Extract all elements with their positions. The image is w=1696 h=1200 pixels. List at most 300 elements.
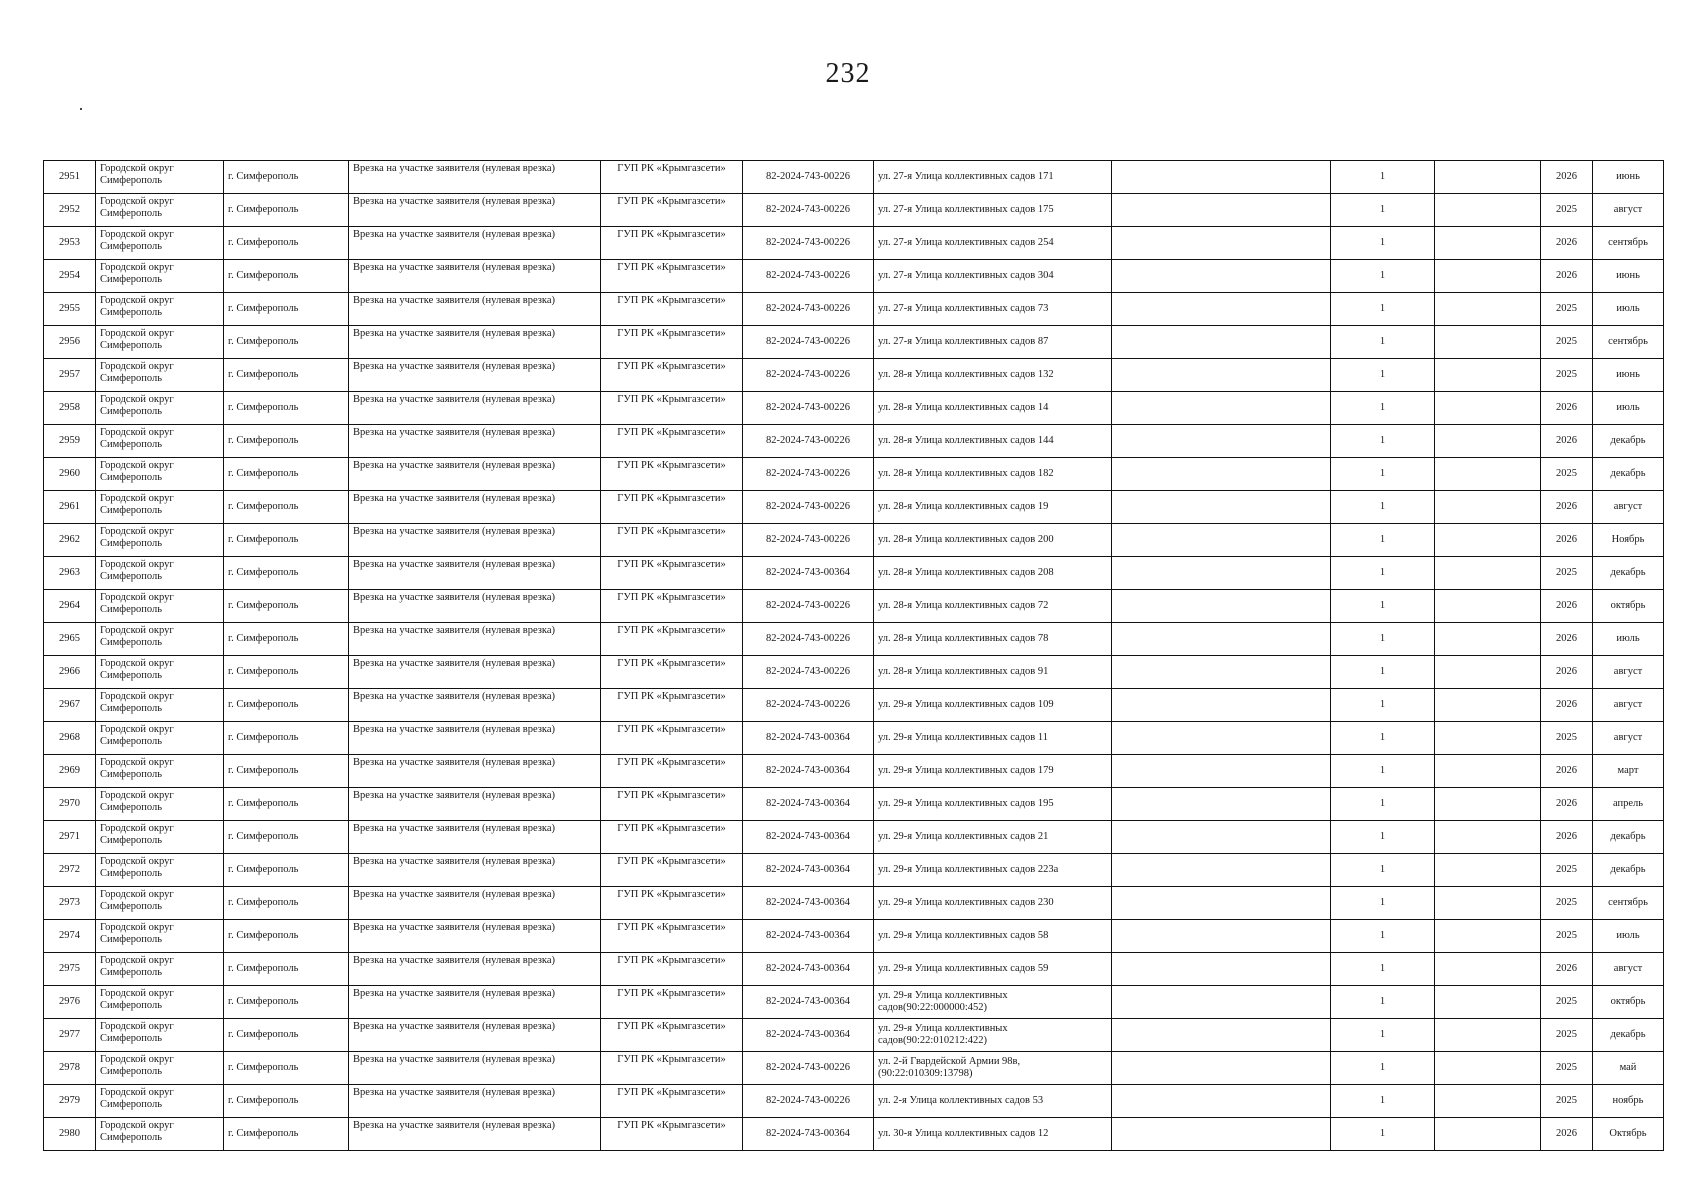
district-cell: Городской округ Симферополь <box>96 425 224 458</box>
city-cell: г. Симферополь <box>224 491 349 524</box>
empty-cell <box>1435 194 1541 227</box>
year-cell: 2026 <box>1541 623 1593 656</box>
year-cell: 2025 <box>1541 986 1593 1019</box>
empty-cell <box>1112 293 1331 326</box>
program-code-cell: 82-2024-743-00226 <box>743 161 874 194</box>
year-cell: 2026 <box>1541 953 1593 986</box>
table-row <box>44 887 1664 920</box>
month-cell: май <box>1593 1052 1664 1085</box>
address-cell: ул. 27-я Улица коллективных садов 87 <box>874 326 1112 359</box>
row-number-cell: 2980 <box>44 1118 96 1151</box>
district-cell: Городской округ Симферополь <box>96 590 224 623</box>
empty-cell <box>1435 986 1541 1019</box>
empty-cell <box>1112 458 1331 491</box>
month-cell: сентябрь <box>1593 227 1664 260</box>
organization-cell: ГУП РК «Крымгазсети» <box>601 1052 743 1085</box>
empty-cell <box>1435 392 1541 425</box>
work-type-cell: Врезка на участке заявителя (нулевая врезка) <box>349 623 601 656</box>
city-cell: г. Симферополь <box>224 821 349 854</box>
city-cell: г. Симферополь <box>224 986 349 1019</box>
organization-cell: ГУП РК «Крымгазсети» <box>601 1118 743 1151</box>
city-cell: г. Симферополь <box>224 194 349 227</box>
quantity-cell: 1 <box>1331 854 1435 887</box>
empty-cell <box>1435 491 1541 524</box>
empty-cell <box>1435 887 1541 920</box>
work-type-cell: Врезка на участке заявителя (нулевая врезка) <box>349 722 601 755</box>
table-row <box>44 986 1664 1019</box>
address-cell: ул. 29-я Улица коллективных садов 109 <box>874 689 1112 722</box>
city-cell: г. Симферополь <box>224 953 349 986</box>
program-code-cell: 82-2024-743-00226 <box>743 1052 874 1085</box>
month-cell: декабрь <box>1593 854 1664 887</box>
quantity-cell: 1 <box>1331 359 1435 392</box>
row-number-cell: 2958 <box>44 392 96 425</box>
empty-cell <box>1112 359 1331 392</box>
district-cell: Городской округ Симферополь <box>96 491 224 524</box>
program-code-cell: 82-2024-743-00226 <box>743 491 874 524</box>
row-number-cell: 2976 <box>44 986 96 1019</box>
city-cell: г. Симферополь <box>224 1118 349 1151</box>
empty-cell <box>1435 1019 1541 1052</box>
empty-cell <box>1112 161 1331 194</box>
year-cell: 2025 <box>1541 359 1593 392</box>
month-cell: август <box>1593 491 1664 524</box>
table-row <box>44 392 1664 425</box>
organization-cell: ГУП РК «Крымгазсети» <box>601 491 743 524</box>
work-type-cell: Врезка на участке заявителя (нулевая врезка) <box>349 986 601 1019</box>
district-cell: Городской округ Симферополь <box>96 557 224 590</box>
address-cell: ул. 2-я Улица коллективных садов 53 <box>874 1085 1112 1118</box>
empty-cell <box>1112 788 1331 821</box>
empty-cell <box>1112 755 1331 788</box>
district-cell: Городской округ Симферополь <box>96 359 224 392</box>
program-code-cell: 82-2024-743-00364 <box>743 920 874 953</box>
month-cell: декабрь <box>1593 1019 1664 1052</box>
quantity-cell: 1 <box>1331 293 1435 326</box>
quantity-cell: 1 <box>1331 953 1435 986</box>
table-row <box>44 788 1664 821</box>
district-cell: Городской округ Симферополь <box>96 1118 224 1151</box>
row-number-cell: 2953 <box>44 227 96 260</box>
program-code-cell: 82-2024-743-00364 <box>743 821 874 854</box>
program-code-cell: 82-2024-743-00364 <box>743 1118 874 1151</box>
year-cell: 2026 <box>1541 227 1593 260</box>
work-type-cell: Врезка на участке заявителя (нулевая врезка) <box>349 788 601 821</box>
work-type-cell: Врезка на участке заявителя (нулевая врезка) <box>349 293 601 326</box>
organization-cell: ГУП РК «Крымгазсети» <box>601 821 743 854</box>
row-number-cell: 2963 <box>44 557 96 590</box>
city-cell: г. Симферополь <box>224 392 349 425</box>
quantity-cell: 1 <box>1331 161 1435 194</box>
month-cell: октябрь <box>1593 986 1664 1019</box>
address-cell: ул. 29-я Улица коллективных садов 59 <box>874 953 1112 986</box>
empty-cell <box>1112 227 1331 260</box>
city-cell: г. Симферополь <box>224 1085 349 1118</box>
address-cell: ул. 28-я Улица коллективных садов 91 <box>874 656 1112 689</box>
organization-cell: ГУП РК «Крымгазсети» <box>601 953 743 986</box>
row-number-cell: 2970 <box>44 788 96 821</box>
organization-cell: ГУП РК «Крымгазсети» <box>601 326 743 359</box>
organization-cell: ГУП РК «Крымгазсети» <box>601 656 743 689</box>
address-cell: ул. 28-я Улица коллективных садов 144 <box>874 425 1112 458</box>
month-cell: ноябрь <box>1593 1085 1664 1118</box>
quantity-cell: 1 <box>1331 524 1435 557</box>
empty-cell <box>1435 920 1541 953</box>
year-cell: 2026 <box>1541 656 1593 689</box>
quantity-cell: 1 <box>1331 491 1435 524</box>
district-cell: Городской округ Симферополь <box>96 689 224 722</box>
empty-cell <box>1435 656 1541 689</box>
address-cell: ул. 29-я Улица коллективных садов(90:22:010212:422) <box>874 1019 1112 1052</box>
year-cell: 2026 <box>1541 260 1593 293</box>
table-row <box>44 953 1664 986</box>
table-row <box>44 359 1664 392</box>
empty-cell <box>1435 953 1541 986</box>
table-row <box>44 755 1664 788</box>
month-cell: декабрь <box>1593 458 1664 491</box>
work-type-cell: Врезка на участке заявителя (нулевая врезка) <box>349 1085 601 1118</box>
organization-cell: ГУП РК «Крымгазсети» <box>601 854 743 887</box>
city-cell: г. Симферополь <box>224 854 349 887</box>
quantity-cell: 1 <box>1331 1118 1435 1151</box>
city-cell: г. Симферополь <box>224 689 349 722</box>
city-cell: г. Симферополь <box>224 755 349 788</box>
empty-cell <box>1435 524 1541 557</box>
address-cell: ул. 2-й Гвардейской Армии 98в, (90:22:010309:13798) <box>874 1052 1112 1085</box>
table-row <box>44 326 1664 359</box>
empty-cell <box>1435 590 1541 623</box>
month-cell: сентябрь <box>1593 326 1664 359</box>
empty-cell <box>1112 260 1331 293</box>
address-cell: ул. 28-я Улица коллективных садов 78 <box>874 623 1112 656</box>
quantity-cell: 1 <box>1331 722 1435 755</box>
table-row <box>44 1085 1664 1118</box>
row-number-cell: 2966 <box>44 656 96 689</box>
district-cell: Городской округ Симферополь <box>96 656 224 689</box>
empty-cell <box>1112 953 1331 986</box>
table-row <box>44 854 1664 887</box>
organization-cell: ГУП РК «Крымгазсети» <box>601 425 743 458</box>
month-cell: август <box>1593 194 1664 227</box>
table-row <box>44 920 1664 953</box>
program-code-cell: 82-2024-743-00226 <box>743 623 874 656</box>
quantity-cell: 1 <box>1331 590 1435 623</box>
month-cell: декабрь <box>1593 557 1664 590</box>
empty-cell <box>1112 326 1331 359</box>
city-cell: г. Симферополь <box>224 788 349 821</box>
city-cell: г. Симферополь <box>224 425 349 458</box>
city-cell: г. Симферополь <box>224 227 349 260</box>
table-body <box>44 161 1664 1151</box>
table-row <box>44 194 1664 227</box>
program-code-cell: 82-2024-743-00226 <box>743 524 874 557</box>
work-type-cell: Врезка на участке заявителя (нулевая врезка) <box>349 920 601 953</box>
empty-cell <box>1112 1019 1331 1052</box>
empty-cell <box>1435 458 1541 491</box>
month-cell: Октябрь <box>1593 1118 1664 1151</box>
year-cell: 2025 <box>1541 722 1593 755</box>
organization-cell: ГУП РК «Крымгазсети» <box>601 293 743 326</box>
organization-cell: ГУП РК «Крымгазсети» <box>601 1085 743 1118</box>
work-type-cell: Врезка на участке заявителя (нулевая врезка) <box>349 1118 601 1151</box>
year-cell: 2025 <box>1541 326 1593 359</box>
month-cell: август <box>1593 689 1664 722</box>
quantity-cell: 1 <box>1331 821 1435 854</box>
row-number-cell: 2977 <box>44 1019 96 1052</box>
table-row <box>44 689 1664 722</box>
address-cell: ул. 30-я Улица коллективных садов 12 <box>874 1118 1112 1151</box>
row-number-cell: 2964 <box>44 590 96 623</box>
address-cell: ул. 29-я Улица коллективных садов 58 <box>874 920 1112 953</box>
work-type-cell: Врезка на участке заявителя (нулевая врезка) <box>349 689 601 722</box>
work-type-cell: Врезка на участке заявителя (нулевая врезка) <box>349 590 601 623</box>
row-number-cell: 2973 <box>44 887 96 920</box>
organization-cell: ГУП РК «Крымгазсети» <box>601 689 743 722</box>
month-cell: декабрь <box>1593 821 1664 854</box>
program-code-cell: 82-2024-743-00364 <box>743 557 874 590</box>
address-cell: ул. 28-я Улица коллективных садов 200 <box>874 524 1112 557</box>
year-cell: 2026 <box>1541 689 1593 722</box>
organization-cell: ГУП РК «Крымгазсети» <box>601 590 743 623</box>
work-type-cell: Врезка на участке заявителя (нулевая врезка) <box>349 953 601 986</box>
quantity-cell: 1 <box>1331 227 1435 260</box>
empty-cell <box>1435 689 1541 722</box>
empty-cell <box>1112 656 1331 689</box>
district-cell: Городской округ Симферополь <box>96 1052 224 1085</box>
year-cell: 2026 <box>1541 161 1593 194</box>
organization-cell: ГУП РК «Крымгазсети» <box>601 524 743 557</box>
empty-cell <box>1435 326 1541 359</box>
month-cell: август <box>1593 656 1664 689</box>
row-number-cell: 2951 <box>44 161 96 194</box>
program-code-cell: 82-2024-743-00226 <box>743 1085 874 1118</box>
month-cell: июнь <box>1593 260 1664 293</box>
table-row <box>44 590 1664 623</box>
organization-cell: ГУП РК «Крымгазсети» <box>601 227 743 260</box>
month-cell: июнь <box>1593 359 1664 392</box>
row-number-cell: 2955 <box>44 293 96 326</box>
program-code-cell: 82-2024-743-00226 <box>743 293 874 326</box>
empty-cell <box>1435 821 1541 854</box>
quantity-cell: 1 <box>1331 458 1435 491</box>
organization-cell: ГУП РК «Крымгазсети» <box>601 557 743 590</box>
year-cell: 2025 <box>1541 194 1593 227</box>
row-number-cell: 2954 <box>44 260 96 293</box>
month-cell: июль <box>1593 293 1664 326</box>
month-cell: июль <box>1593 920 1664 953</box>
empty-cell <box>1112 425 1331 458</box>
program-code-cell: 82-2024-743-00226 <box>743 260 874 293</box>
program-code-cell: 82-2024-743-00226 <box>743 227 874 260</box>
quantity-cell: 1 <box>1331 392 1435 425</box>
quantity-cell: 1 <box>1331 194 1435 227</box>
year-cell: 2026 <box>1541 491 1593 524</box>
year-cell: 2025 <box>1541 293 1593 326</box>
quantity-cell: 1 <box>1331 425 1435 458</box>
program-code-cell: 82-2024-743-00364 <box>743 854 874 887</box>
city-cell: г. Симферополь <box>224 590 349 623</box>
table-row <box>44 458 1664 491</box>
empty-cell <box>1112 557 1331 590</box>
empty-cell <box>1112 986 1331 1019</box>
district-cell: Городской округ Симферополь <box>96 1019 224 1052</box>
address-cell: ул. 28-я Улица коллективных садов 72 <box>874 590 1112 623</box>
city-cell: г. Симферополь <box>224 293 349 326</box>
quantity-cell: 1 <box>1331 986 1435 1019</box>
year-cell: 2026 <box>1541 590 1593 623</box>
program-code-cell: 82-2024-743-00364 <box>743 755 874 788</box>
work-type-cell: Врезка на участке заявителя (нулевая врезка) <box>349 755 601 788</box>
city-cell: г. Симферополь <box>224 656 349 689</box>
city-cell: г. Симферополь <box>224 887 349 920</box>
empty-cell <box>1435 1052 1541 1085</box>
address-cell: ул. 29-я Улица коллективных садов 179 <box>874 755 1112 788</box>
organization-cell: ГУП РК «Крымгазсети» <box>601 359 743 392</box>
program-code-cell: 82-2024-743-00226 <box>743 392 874 425</box>
empty-cell <box>1112 1052 1331 1085</box>
work-type-cell: Врезка на участке заявителя (нулевая врезка) <box>349 458 601 491</box>
quantity-cell: 1 <box>1331 920 1435 953</box>
empty-cell <box>1435 359 1541 392</box>
address-cell: ул. 28-я Улица коллективных садов 14 <box>874 392 1112 425</box>
row-number-cell: 2967 <box>44 689 96 722</box>
row-number-cell: 2979 <box>44 1085 96 1118</box>
work-type-cell: Врезка на участке заявителя (нулевая врезка) <box>349 326 601 359</box>
program-code-cell: 82-2024-743-00226 <box>743 425 874 458</box>
empty-cell <box>1112 821 1331 854</box>
quantity-cell: 1 <box>1331 1019 1435 1052</box>
year-cell: 2026 <box>1541 821 1593 854</box>
work-type-cell: Врезка на участке заявителя (нулевая врезка) <box>349 821 601 854</box>
address-cell: ул. 28-я Улица коллективных садов 19 <box>874 491 1112 524</box>
year-cell: 2025 <box>1541 854 1593 887</box>
city-cell: г. Симферополь <box>224 524 349 557</box>
empty-cell <box>1435 425 1541 458</box>
city-cell: г. Симферополь <box>224 161 349 194</box>
quantity-cell: 1 <box>1331 689 1435 722</box>
district-cell: Городской округ Симферополь <box>96 788 224 821</box>
program-code-cell: 82-2024-743-00364 <box>743 887 874 920</box>
empty-cell <box>1112 854 1331 887</box>
row-number-cell: 2952 <box>44 194 96 227</box>
quantity-cell: 1 <box>1331 1052 1435 1085</box>
row-number-cell: 2960 <box>44 458 96 491</box>
work-type-cell: Врезка на участке заявителя (нулевая врезка) <box>349 1019 601 1052</box>
address-cell: ул. 29-я Улица коллективных садов 223а <box>874 854 1112 887</box>
empty-cell <box>1112 590 1331 623</box>
quantity-cell: 1 <box>1331 557 1435 590</box>
row-number-cell: 2969 <box>44 755 96 788</box>
empty-cell <box>1112 920 1331 953</box>
organization-cell: ГУП РК «Крымгазсети» <box>601 260 743 293</box>
quantity-cell: 1 <box>1331 1085 1435 1118</box>
empty-cell <box>1435 755 1541 788</box>
empty-cell <box>1435 722 1541 755</box>
empty-cell <box>1435 260 1541 293</box>
quantity-cell: 1 <box>1331 887 1435 920</box>
quantity-cell: 1 <box>1331 656 1435 689</box>
year-cell: 2026 <box>1541 788 1593 821</box>
table-row <box>44 1019 1664 1052</box>
empty-cell <box>1435 557 1541 590</box>
month-cell: август <box>1593 953 1664 986</box>
row-number-cell: 2957 <box>44 359 96 392</box>
district-cell: Городской округ Симферополь <box>96 227 224 260</box>
quantity-cell: 1 <box>1331 755 1435 788</box>
row-number-cell: 2968 <box>44 722 96 755</box>
city-cell: г. Симферополь <box>224 1019 349 1052</box>
month-cell: август <box>1593 722 1664 755</box>
work-type-cell: Врезка на участке заявителя (нулевая врезка) <box>349 392 601 425</box>
year-cell: 2026 <box>1541 1118 1593 1151</box>
empty-cell <box>1112 1118 1331 1151</box>
program-code-cell: 82-2024-743-00226 <box>743 194 874 227</box>
page-number: 232 <box>825 58 871 89</box>
empty-cell <box>1435 227 1541 260</box>
address-cell: ул. 29-я Улица коллективных садов 11 <box>874 722 1112 755</box>
work-type-cell: Врезка на участке заявителя (нулевая врезка) <box>349 656 601 689</box>
city-cell: г. Симферополь <box>224 359 349 392</box>
empty-cell <box>1112 524 1331 557</box>
district-cell: Городской округ Симферополь <box>96 920 224 953</box>
empty-cell <box>1112 623 1331 656</box>
program-code-cell: 82-2024-743-00226 <box>743 359 874 392</box>
city-cell: г. Симферополь <box>224 260 349 293</box>
empty-cell <box>1112 722 1331 755</box>
month-cell: июль <box>1593 392 1664 425</box>
district-cell: Городской округ Симферополь <box>96 161 224 194</box>
work-type-cell: Врезка на участке заявителя (нулевая врезка) <box>349 491 601 524</box>
empty-cell <box>1435 854 1541 887</box>
organization-cell: ГУП РК «Крымгазсети» <box>601 788 743 821</box>
year-cell: 2025 <box>1541 1019 1593 1052</box>
row-number-cell: 2975 <box>44 953 96 986</box>
empty-cell <box>1435 788 1541 821</box>
organization-cell: ГУП РК «Крымгазсети» <box>601 920 743 953</box>
program-code-cell: 82-2024-743-00226 <box>743 458 874 491</box>
empty-cell <box>1435 1085 1541 1118</box>
row-number-cell: 2972 <box>44 854 96 887</box>
table-row <box>44 821 1664 854</box>
work-type-cell: Врезка на участке заявителя (нулевая врезка) <box>349 1052 601 1085</box>
address-cell: ул. 28-я Улица коллективных садов 182 <box>874 458 1112 491</box>
organization-cell: ГУП РК «Крымгазсети» <box>601 392 743 425</box>
work-type-cell: Врезка на участке заявителя (нулевая врезка) <box>349 161 601 194</box>
empty-cell <box>1112 887 1331 920</box>
organization-cell: ГУП РК «Крымгазсети» <box>601 458 743 491</box>
month-cell: март <box>1593 755 1664 788</box>
work-type-cell: Врезка на участке заявителя (нулевая врезка) <box>349 524 601 557</box>
organization-cell: ГУП РК «Крымгазсети» <box>601 755 743 788</box>
table-row <box>44 623 1664 656</box>
month-cell: июль <box>1593 623 1664 656</box>
city-cell: г. Симферополь <box>224 920 349 953</box>
address-cell: ул. 27-я Улица коллективных садов 73 <box>874 293 1112 326</box>
district-cell: Городской округ Симферополь <box>96 821 224 854</box>
district-cell: Городской округ Симферополь <box>96 986 224 1019</box>
empty-cell <box>1435 1118 1541 1151</box>
row-number-cell: 2978 <box>44 1052 96 1085</box>
district-cell: Городской округ Симферополь <box>96 755 224 788</box>
year-cell: 2026 <box>1541 755 1593 788</box>
address-cell: ул. 29-я Улица коллективных садов 195 <box>874 788 1112 821</box>
district-cell: Городской округ Симферополь <box>96 260 224 293</box>
organization-cell: ГУП РК «Крымгазсети» <box>601 887 743 920</box>
district-cell: Городской округ Симферополь <box>96 326 224 359</box>
organization-cell: ГУП РК «Крымгазсети» <box>601 194 743 227</box>
address-cell: ул. 27-я Улица коллективных садов 304 <box>874 260 1112 293</box>
work-type-cell: Врезка на участке заявителя (нулевая врезка) <box>349 227 601 260</box>
